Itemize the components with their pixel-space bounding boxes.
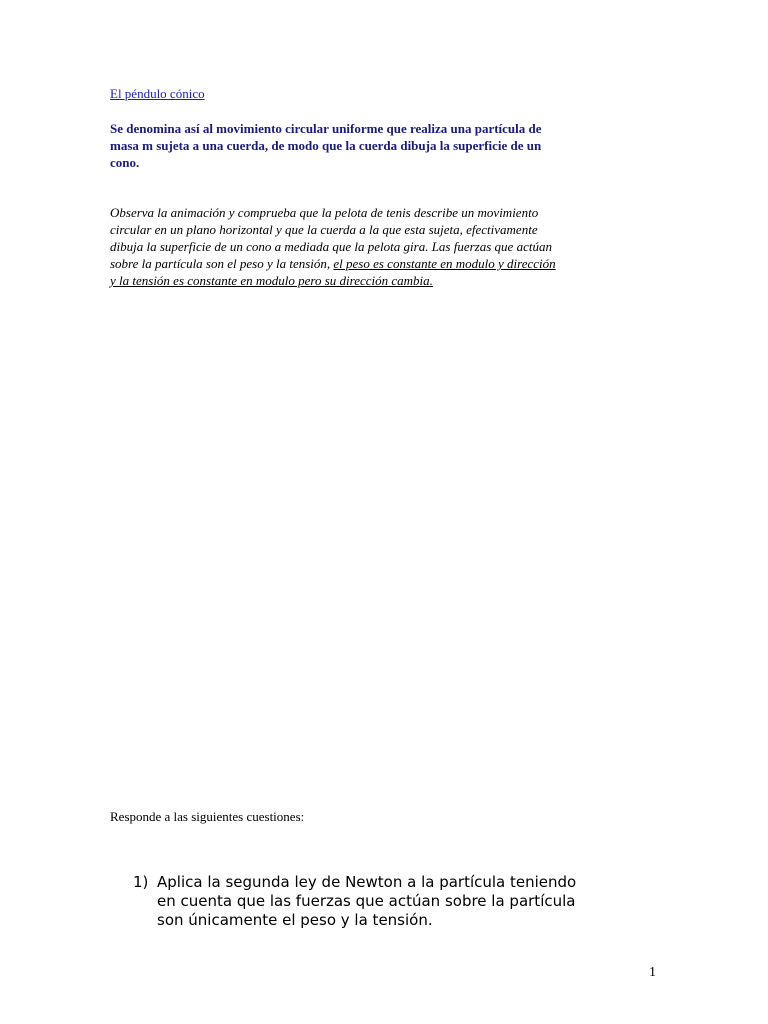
observation-line [110,255,670,272]
page-number: 1 [649,965,656,980]
observation-emphasis: el peso es constante en modulo y dirección [333,256,556,271]
observation-emphasis-line: y la tensión es constante en modulo pero su dirección cambia. [110,273,433,288]
definition-line: cono. [110,155,140,170]
observation-line: circular en un plano horizontal y que la cuerda a la que esta sujeta, efectivamente [110,222,538,237]
observation-line: Observa la animación y comprueba que la pelota de tenis describe un movimiento [110,205,539,220]
question-item [133,873,576,930]
observation-text: sobre la partícula son el peso y la tensión, [110,256,334,271]
observation-line: dibuja la superficie de un cono a mediada que la pelota gira. Las fuerzas que actúan [110,239,552,254]
animation-placeholder [110,300,658,790]
questions-heading: Responde a las siguientes cuestiones: [110,809,305,824]
title-link[interactable]: El péndulo cónico [110,86,205,101]
question-line: en cuenta que las fuerzas que actúan sobre la partícula [157,892,576,910]
observation-paragraph [110,204,670,289]
definition-line: Se denomina así al movimiento circular uniforme que realiza una partícula de [110,121,542,136]
question-line: Aplica la segunda ley de Newton a la partícula teniendo [157,873,577,891]
question-text [157,873,576,930]
definition-paragraph [110,120,650,171]
definition-line: masa m sujeta a una cuerda, de modo que la cuerda dibuja la superficie de un [110,138,542,153]
question-line: son únicamente el peso y la tensión. [157,911,433,929]
question-number: 1) [133,873,149,891]
